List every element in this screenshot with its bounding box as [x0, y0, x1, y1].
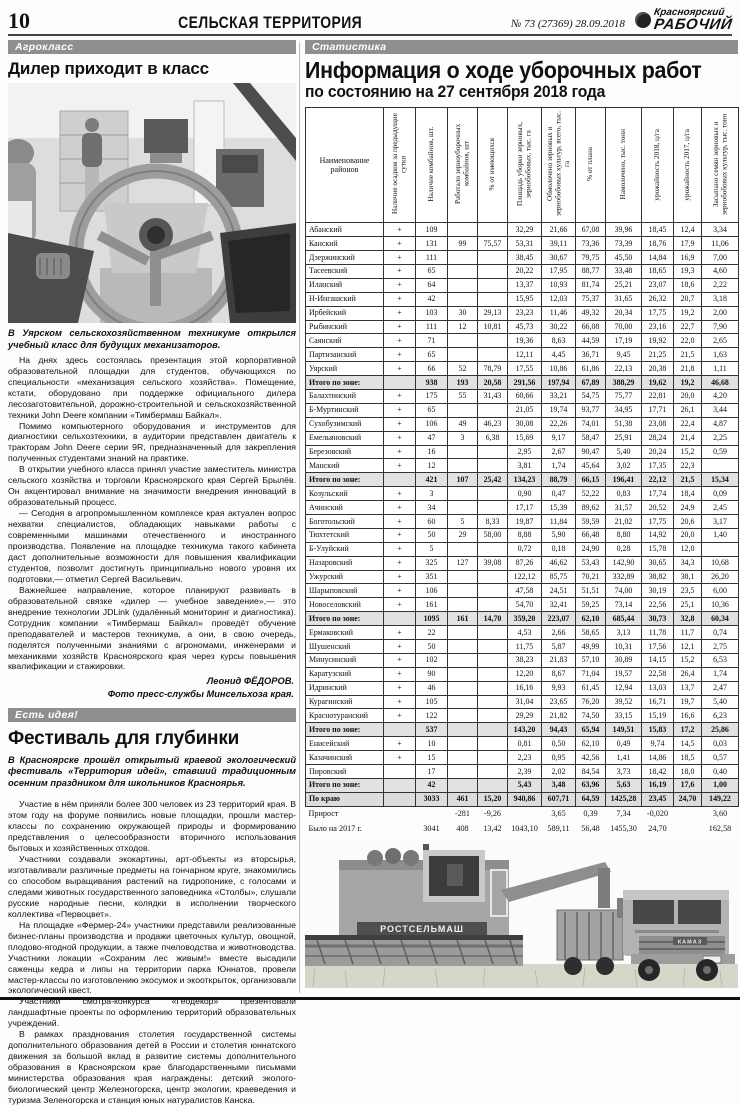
paragraph: — Сегодня в агропромышленном комплексе края актуален вопрос нехватки специалистов, обладающих навыками работы с современными машинами отечественного и иностранного производства. Появление на площадке техникума такого кабинета даст дополнительные возможности для повышения квалификации студентов, позволит достигнуть принципиально нового уровня их подготовки,— отметил Сергей Васильевич.	[8, 508, 296, 584]
table-row: Манский + 12 3,81 1,74 45,64 3,02 17,35 22,3	[306, 459, 739, 473]
column-header: Обмолочено зерновых и зернобобовых культур, всего, тыс. га	[542, 108, 576, 223]
table-row: Н-Ингашский + 42 15,95 12,03 75,37 31,65 26,32 20,7 3,18	[306, 292, 739, 306]
article1-headline: Дилер приходит в класс	[8, 59, 209, 78]
table-row: Абанский + 109 32,29 21,66 67,08 39,96 18,45 12,4 3,34	[306, 223, 739, 237]
table-row: Сухобузимский + 106 49 46,23 30,08 22,26 74,01 51,38 23,08 22,4 4,87	[306, 417, 739, 431]
table-row: Партизанский + 65 12,11 4,45 36,71 9,45 21,25 21,5 1,63	[306, 348, 739, 362]
paragraph: На днях здесь состоялась презентация этой корпоративной образовательной площадки для студентов, обучающихся по специальности «механизация сельского хозяйства». Помещение, кстати, оборудовано при поддержке официального дилера лесозаготовительной, дорожно-строительной и сельскохозяйственной техники John Deere компании «Тимбермаш Байкал».	[8, 354, 296, 420]
table-row: Балахтинский + 175 55 31,43 60,66 33,21 54,75 75,77 22,81 20,0 4,20	[306, 390, 739, 404]
table-row: Уярский + 66 52 78,79 17,55 10,86 61,86 22,13 20,38 21,8 1,11	[306, 362, 739, 376]
column-header: Намолочено, тыс. тонн	[606, 108, 642, 223]
paragraph: Важнейшее направление, которое планируют развивать в образовательной связке «дилер — учебное заведение»,— это внедрение технологии JDLink (удалённый мониторинг и диагностика). Сотрудник компании «Тимбермаш Байкал» проведёт обучение преподавателей и мастеров техникума, а они, в свою очередь, поделятся полученными знаниями с агрономами, инженерами и механиками хозяйств Красноярского края через курсы повышения квалификации и стажировки.	[8, 584, 296, 672]
table-row: Курагинский + 105 31,04 23,65 76,20 39,52 16,71 19,7 5,40	[306, 695, 739, 709]
paragraph: Участники создавали экокартины, арт-объекты из вторсырья, изготавливали различные предметы на гончарном круге, знакомились со способом выращивания растений на гидропонике, с голосами и следами животных государственного заповедника «Столбы», слушали русские народные песни, колядки в исполнении творческого коллектива «Первоцвет».	[8, 854, 296, 919]
table-row: Б-Муртинский + 65 21,05 19,74 93,77 34,95 17,71 26,1 3,44	[306, 403, 739, 417]
byline-author: Леонид ФЁДОРОВ.	[206, 676, 294, 687]
table-row: Рыбинский + 111 12 10,81 45,73 30,22 66,08 70,00 23,16 22,7 7,90	[306, 320, 739, 334]
paragraph: В рамках празднования столетия государственной системы дополнительного образования детей в России и столетия юннатского движения за большой вклад в развитие системы дополнительного образования в Красноярском крае благодарственными письмами министерства образования края награждены: детский эколого-биологический центр Железногорска, центр экологии, краеведения и туризма Зеленогорска и станция юных натуралистов Канска.	[8, 1029, 296, 1105]
column-header: Работало зерноуборочных комбайнов, шт	[448, 108, 478, 223]
article1-lead: В Уярском сельскохозяйственном техникуме открылся учебный класс для будущих механизаторов.	[8, 328, 296, 350]
table-row: Тюхтетский + 50 29 58,00 8,88 5,90 66,48 8,80 14,92 20,0 1,40	[306, 528, 739, 542]
page-header	[8, 0, 732, 36]
truck-brand-text: КАМАЗ	[677, 939, 703, 946]
table-row: Было на 2017 г. 3041 408 13,42 1043,10 589,11 56,48 1455,30 24,70 162,58	[308, 824, 732, 834]
left-column	[8, 40, 296, 1106]
table-row: Березовский + 16 2,95 2,67 90,47 5,40 20,24 15,2 0,59	[306, 445, 739, 459]
paragraph: Участие в нём приняли более 300 человек из 23 территорий края. В этом году на форуме появились новые площадки, прошли мастер-классы по сохранению окружающей природы и формированию представления о целесообразности вторичного использования бытовых и хозяйственных отходов.	[8, 799, 296, 854]
article1-byline	[8, 675, 294, 699]
table-row: Б-Улуйский + 5 0,72 0,18 24,90 0,28 15,78 12,0	[306, 542, 739, 556]
table-row: Итого по зоне: 1095 161 14,70 359,20 223,07 62,10 685,44 30,73 32,8 60,34	[306, 612, 739, 626]
table-row: Назаровский + 325 127 39,08 87,26 46,62 53,43 142,90 30,65 34,3 10,68	[306, 556, 739, 570]
paragraph: Участники смотра-конкурса «Геодекор» презентовали ландшафтные проекты по оформлению территорий образовательных учреждений.	[8, 996, 296, 1029]
table-row: Шушенский + 50 11,75 5,87 49,99 10,31 17,56 12,1 2,75	[306, 640, 739, 654]
paragraph: В открытии учебного класса принял участие заместитель министра сельского хозяйства и торговли Красноярского края Сергей Брылёв. Он акцентировал внимание на значимости внедрения инноваций в образовательный процесс.	[8, 464, 296, 508]
table-row: Казачинский + 15 2,23 0,95 42,56 1,41 14,86 18,5 0,57	[306, 751, 739, 765]
table-row: Канский + 131 99 75,57 53,31 39,11 73,36 73,39 18,76 17,9 11,06	[306, 237, 739, 251]
masthead-emblem-icon	[635, 12, 651, 28]
table-row: Енисейский + 10 0,81 0,50 62,10 0,49 9,74 14,5 0,03	[306, 737, 739, 751]
combine-brand-text: РОСТСЕЛЬМАШ	[380, 923, 464, 934]
table-row: Итого по зоне: 42 5,43 3,48 63,96 5,63 16,19 17,6 1,00	[306, 778, 739, 792]
rubric-agroclass: Агрокласс	[8, 40, 296, 54]
table-row: По краю 3033 461 15,20 940,86 607,71 64,59 1425,28 23,45 24,70 149,22	[306, 792, 739, 806]
column-header: Наименование районов	[306, 108, 384, 223]
column-header: % от имеющихся	[478, 108, 508, 223]
table-title: Информация о ходе уборочных работ	[305, 57, 702, 83]
column-header: % от плана	[576, 108, 606, 223]
masthead-line2: РАБОЧИЙ	[652, 15, 734, 33]
table-row: Емельяновский + 47 3 6,38 15,69 9,17 58,47 25,91 28,24 21,4 2,25	[306, 431, 739, 445]
issue-number: № 73 (27369) 28.09.2018	[510, 18, 625, 30]
page-number: 10	[8, 8, 30, 33]
table-row: Ачинский + 34 17,17 15,39 89,62 31,57 20,52 24,9 2,45	[306, 501, 739, 515]
article2-lead: В Красноярске прошёл открытый краевой экологический фестиваль «Территория идей», ставший традиционным осенним праздником для школьников Красноярья.	[8, 754, 296, 789]
table-row: Новоселовский + 161 54,70 32,41 59,25 73,14 22,56 25,1 10,36	[306, 598, 739, 612]
table-row: Пировский 17 2,39 2,02 84,54 3,73 18,42 18,0 0,40	[306, 765, 739, 779]
byline-photo-credit: Фото пресс-службы Минсельхоза края.	[107, 688, 294, 699]
table-row: Дзержинский + 111 38,45 30,67 79,75 45,50 14,84 16,9 7,00	[306, 251, 739, 265]
table-row: Краснотуранский + 122 29,29 21,82 74,50 33,15 15,19 16,6 6,23	[306, 709, 739, 723]
table-row: Итого по зоне: 938 193 20,58 291,56 197,94 67,89 388,29 19,62 19,2 46,68	[306, 376, 739, 390]
table-row: Козульский + 3 0,90 0,47 52,22 0,83 17,74 18,4 0,09	[306, 487, 739, 501]
table-row: Иланский + 64 13,37 10,93 81,74 25,21 23,07 18,6 2,22	[306, 278, 739, 292]
column-divider	[299, 42, 300, 993]
table-row: Каратузский + 90 12,20 8,67 71,04 19,57 22,58 26,4 1,74	[306, 667, 739, 681]
column-header: Площадь уборки зерновых, зернобобовых, тыс. га	[508, 108, 542, 223]
section-title: СЕЛЬСКАЯ ТЕРРИТОРИЯ	[178, 13, 363, 32]
masthead-logo	[635, 8, 732, 34]
table-row: Идринский + 46 16,16 9,93 61,45 12,94 13,03 13,7 2,47	[306, 681, 739, 695]
table-row: Итого по зоне: 421 107 25,42 134,23 88,79 66,15 196,41 22,12 21,5 15,34	[306, 473, 739, 487]
table-row: Прирост -281 -9,26 3,65 0,39 7,34 -0,020 3,60	[308, 809, 728, 819]
column-header: урожайность 2017, ц/га	[674, 108, 702, 223]
rubric-idea: Есть идея!	[8, 708, 296, 722]
paragraph: На площадке «Фермер-24» участники представили реализованные бизнес-планы производства и продажи цветочных культур, овощной, плодово-ягодной продукции, а также пчеловодства и животноводства. Участники локации «Сохраним лес живым!» вместе высадили саженцы кедра и липы на территории парка Юннатов, провели мастер-классы по изготовлению экосумок и экооткрыток, организовали экологический квест.	[8, 919, 296, 996]
article2-body	[8, 799, 296, 1106]
table-row: Ужурский + 351 122,12 85,75 70,21 332,89 38,82 38,1 26,20	[306, 570, 739, 584]
classroom-photo	[8, 83, 296, 323]
table-row: Тасеевский + 65 20,22 17,95 88,77 33,48 18,65 19,3 4,60	[306, 264, 739, 278]
article2-headline: Фестиваль для глубинки	[8, 727, 240, 749]
rubric-statistics: Статистика	[305, 40, 738, 54]
combine-photo	[305, 842, 738, 988]
table-subtitle: по состоянию на 27 сентября 2018 года	[305, 83, 606, 101]
column-header: Наличие осадков за предыдущие сутки	[384, 108, 416, 223]
harvest-table	[305, 107, 739, 836]
table-row: Шарыповский + 106 47,58 24,51 51,51 74,00 30,19 23,5 6,00	[306, 584, 739, 598]
paragraph: Помимо компьютерного оборудования и инструментов для диагностики сельхозтехники, в аудитории представлен двигатель к тракторам John Deere серии 9R, предназначенный для закрепления полученных студентами знаний на практике.	[8, 420, 296, 464]
masthead-line1: Красноярский	[653, 7, 726, 19]
article1-body	[8, 355, 296, 673]
column-header: урожайность 2018, ц/га	[642, 108, 674, 223]
column-header: Засыпано семян зерновых и зернобобовых культур, тыс. тонн	[702, 108, 739, 223]
table-row: Итого по зоне: 537 143,20 94,43 65,94 149,51 15,83 17,2 25,86	[306, 723, 739, 737]
table-row: Ермаковский + 22 4,53 2,66 58,65 3,13 11,78 11,7 0,74	[306, 626, 739, 640]
right-column	[305, 40, 738, 988]
table-row: Боготольский + 60 5 8,33 19,87 11,84 59,59 21,02 17,75 20,6 3,17	[306, 515, 739, 529]
table-row: Минусинский + 102 38,23 21,83 57,10 30,89 14,15 15,2 6,53	[306, 653, 739, 667]
table-row: Саянский + 71 19,36 8,63 44,59 17,19 19,92 22,0 2,65	[306, 334, 739, 348]
column-header: Наличие комбайнов, шт.	[416, 108, 448, 223]
table-row: Ирбейский + 103 30 29,13 23,23 11,46 49,32 20,34 17,75 19,2 2,00	[306, 306, 739, 320]
